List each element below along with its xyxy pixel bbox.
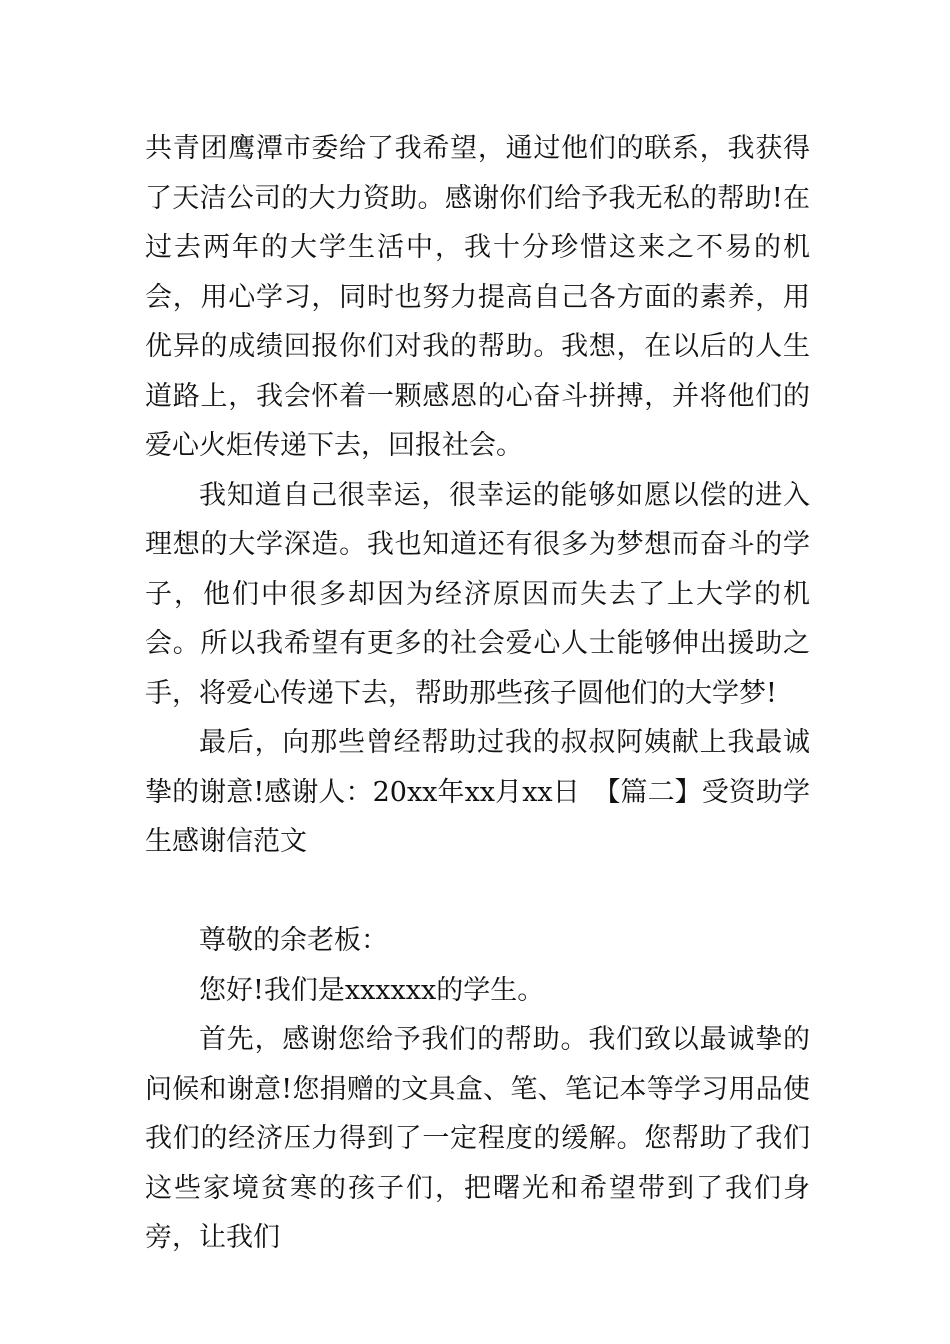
paragraph-thanks-donation: 首先，感谢您给予我们的帮助。我们致以最诚挚的问候和谢意!您捐赠的文具盒、笔、笔记本等学习用品使我们的经济压力得到了一定程度的缓解。您帮助了我们这些家境贫寒的孩子们，把曙光和希望带到了我们身旁，让我们 xyxy=(145,1024,810,1253)
document-body xyxy=(145,124,810,1263)
paragraph-closing: 最后，向那些曾经帮助过我的叔叔阿姨献上我最诚挚的谢意!感谢人：20xx年xx月xx日 【篇二】受资助学生感谢信范文 xyxy=(145,727,810,857)
salutation: 尊敬的余老板： xyxy=(199,925,388,956)
paragraph-fortunate: 我知道自己很幸运，很幸运的能够如愿以偿的进入理想的大学深造。我也知道还有很多为梦想而奋斗的学子，他们中很多却因为经济原因而失去了上大学的机会。所以我希望有更多的社会爱心人士能够伸出援助之手，将爱心传递下去，帮助那些孩子圆他们的大学梦! xyxy=(145,479,810,709)
paragraph-funding-thanks: 共青团鹰潭市委给了我希望，通过他们的联系，我获得了天洁公司的大力资助。感谢你们给予我无私的帮助!在过去两年的大学生活中，我十分珍惜这来之不易的机会，用心学习，同时也努力提高自己各方面的素养，用优异的成绩回报你们对我的帮助。我想，在以后的人生道路上，我会怀着一颗感恩的心奋斗拼搏，并将他们的爱心火炬传递下去，回报社会。 xyxy=(145,133,810,461)
blank-line xyxy=(145,867,810,917)
greeting: 您好!我们是xxxxxx的学生。 xyxy=(199,974,545,1006)
